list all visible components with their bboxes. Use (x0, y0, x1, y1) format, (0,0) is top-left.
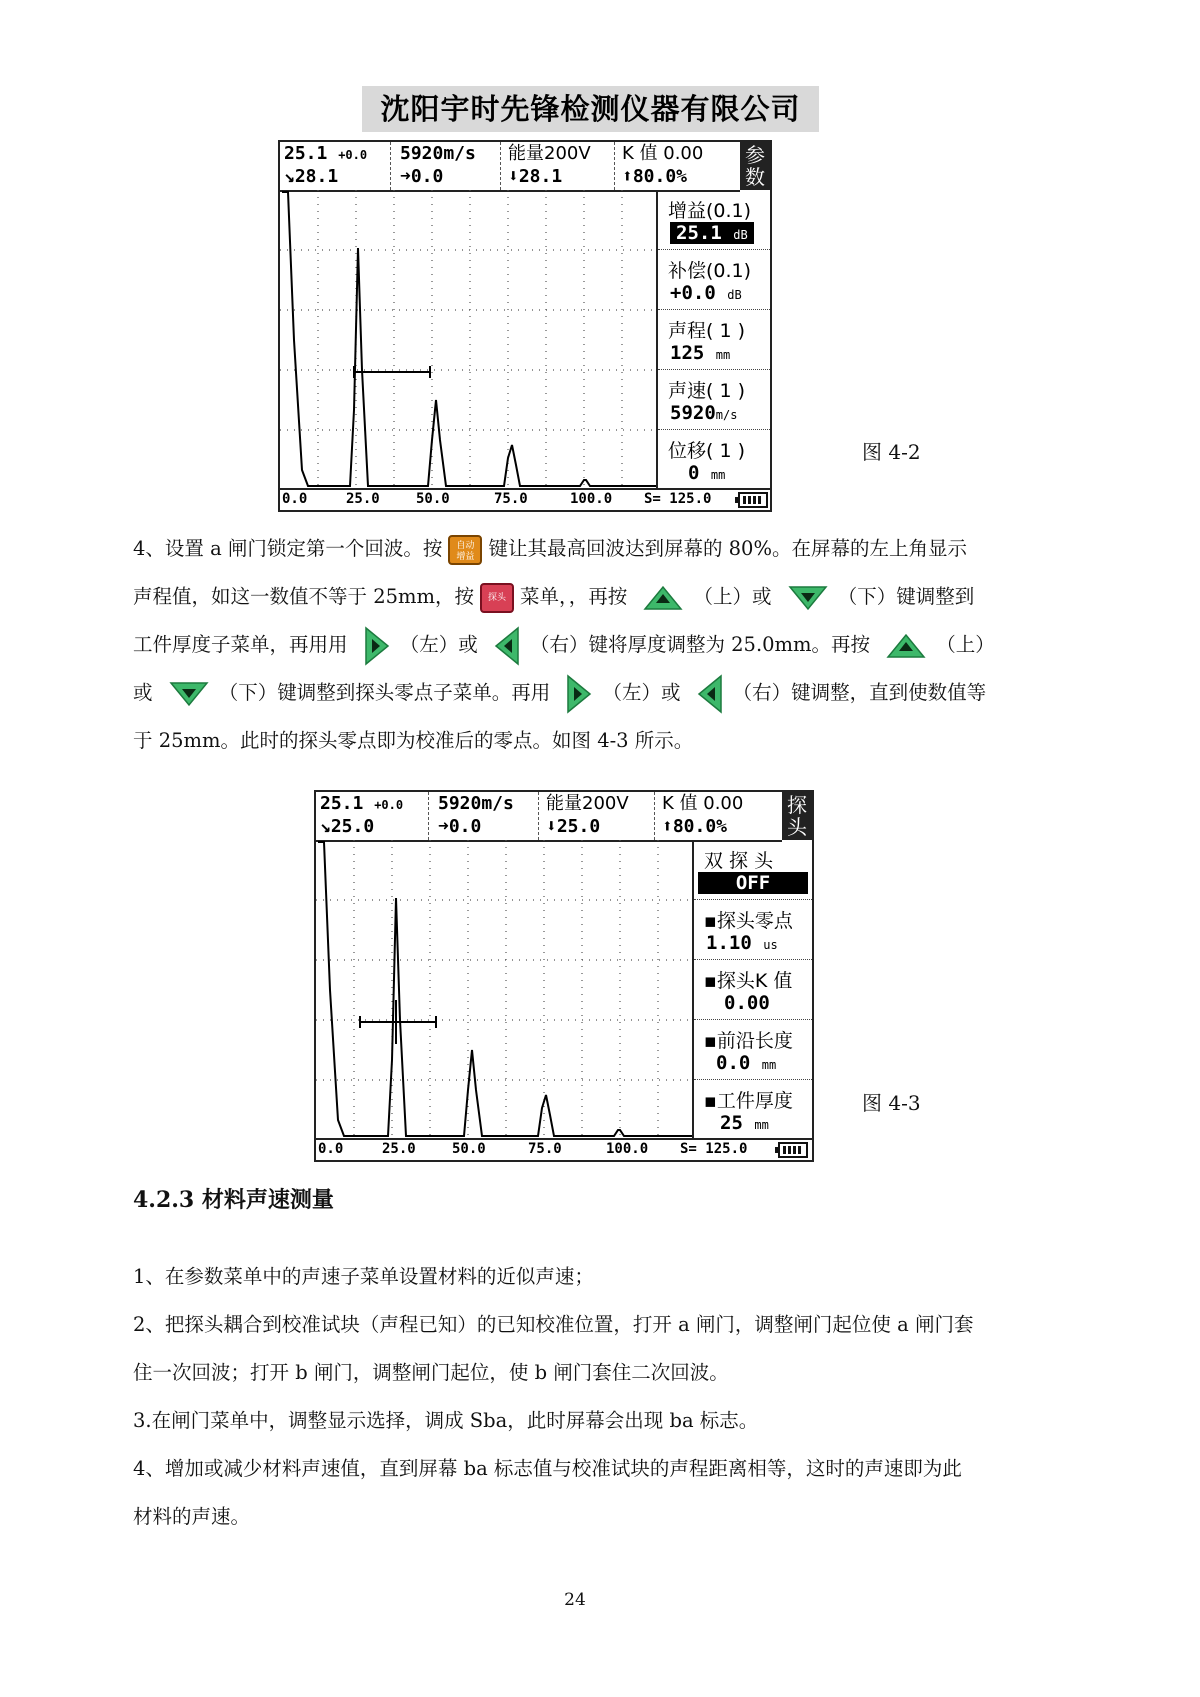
x-axis-bar: 0.0 25.0 50.0 75.0 100.0 S= 125.0 (280, 488, 770, 510)
probe-side-menu (692, 840, 812, 1138)
height-readout: ⬆80.0% (662, 816, 728, 837)
menu-item-offset[interactable]: 位移( 1 ) 0 mm (668, 440, 745, 484)
k-value-readout: K 值 0.00 (622, 143, 704, 164)
section-paragraph-3: 3.在闸门菜单中，调整显示选择，调成 Sba，此时屏幕会出现 ba 标志。 (133, 1409, 759, 1432)
status-header (316, 792, 782, 842)
menu-tab-probe[interactable]: 探头 (782, 792, 812, 840)
right-arrow-icon (564, 674, 594, 714)
gate-a (360, 1000, 436, 1044)
gate-b-readout: ➜0.0 (438, 816, 482, 837)
energy-readout: 能量200V (546, 793, 629, 814)
section-paragraph-1: 1、在参数菜单中的声速子菜单设置材料的近似声速； (133, 1265, 594, 1288)
figure-4-2-caption: 图 4-2 (862, 440, 921, 464)
battery-icon (738, 492, 768, 508)
a-scan-plot (280, 190, 656, 488)
gain-readout: 25.1 +0.0 (284, 143, 368, 164)
section-paragraph-2-line-2: 住一次回波；打开 b 闸门，调整闸门起位，使 b 闸门套住二次回波。 (133, 1361, 729, 1384)
auto-gain-key-icon: 自动 增益 (448, 535, 482, 565)
menu-item-velocity[interactable]: 声速( 1 ) 5920m/s (658, 370, 770, 430)
gate-a (354, 366, 430, 378)
x-axis-bar: 0.0 25.0 50.0 75.0 100.0 S= 125.0 (316, 1138, 812, 1160)
status-header (280, 142, 740, 192)
section-paragraph-2-line-1: 2、把探头耦合到校准试块（声程已知）的已知校准位置，打开 a 闸门，调整闸门起位使 a 闸门套 (133, 1313, 974, 1336)
depth-readout: ⬇25.0 (546, 816, 601, 837)
gain-readout: 25.1 +0.0 (320, 793, 404, 814)
menu-item-probe-zero[interactable]: ▪探头零点 1.10 us (694, 900, 812, 960)
a-scan-plot (316, 840, 692, 1138)
battery-icon (778, 1142, 808, 1158)
energy-readout: 能量200V (508, 143, 591, 164)
paragraph-4-line-3: 工件厚度子菜单，再用用 （左）或 （右）键将厚度调整为 25.0mm。再按 （上） (133, 621, 1038, 668)
gate-a-readout: ↘25.0 (320, 816, 375, 837)
probe-key-icon: 探头 (480, 583, 514, 613)
gate-b-readout: ➜0.0 (400, 166, 444, 187)
menu-item-range[interactable]: 声程( 1 ) 125 mm (658, 310, 770, 370)
section-heading: 4.2.3 材料声速测量 (133, 1187, 334, 1213)
paragraph-4-line-2: 声程值，如这一数值不等于 25mm，按 探头 菜单，，再按 （上）或 （下）键调整到 (133, 573, 1038, 620)
up-arrow-icon (641, 583, 685, 613)
figure-4-3-screen (314, 790, 814, 1162)
menu-item-compensation[interactable]: 补偿(0.1) +0.0 dB (658, 250, 770, 310)
company-header: 沈阳宇时先锋检测仪器有限公司 (362, 86, 819, 132)
menu-item-gain[interactable]: 增益(0.1) 25.1 dB (658, 190, 770, 250)
down-arrow-icon (786, 583, 830, 613)
section-paragraph-4-line-2: 材料的声速。 (133, 1505, 251, 1528)
height-readout: ⬆80.0% (622, 166, 688, 187)
menu-item-probe-k-value[interactable]: ▪探头K 值 0.00 (694, 960, 812, 1020)
figure-4-3-caption: 图 4-3 (862, 1091, 921, 1115)
section-paragraph-4-line-1: 4、增加或减少材料声速值，直到屏幕 ba 标志值与校准试块的声程距离相等，这时的声速即为此 (133, 1457, 962, 1480)
menu-item-dual-probe[interactable]: 双 探 头 OFF (694, 840, 812, 900)
paragraph-4-line-5: 于 25mm。此时的探头零点即为校准后的零点。如图 4-3 所示。 (133, 729, 694, 752)
up-arrow-icon (884, 631, 928, 661)
right-arrow-icon (362, 626, 392, 666)
paragraph-4-line-1: 4、设置 a 闸门锁定第一个回波。按 自动 增益 键让其最高回波达到屏幕的 80%。在屏幕的左上角显示 (133, 525, 1038, 572)
gate-a-readout: ↘28.1 (284, 166, 339, 187)
param-side-menu (656, 190, 770, 488)
page-number: 24 (564, 1590, 586, 1610)
menu-item-front-length[interactable]: ▪前沿长度 0.0 mm (694, 1020, 812, 1080)
menu-item-workpiece-thickness[interactable]: ▪工件厚度 25 mm (704, 1090, 793, 1134)
left-arrow-icon (695, 674, 725, 714)
figure-4-2-screen (278, 140, 772, 512)
menu-tab-params[interactable]: 参数 (740, 142, 770, 190)
down-arrow-icon (167, 679, 211, 709)
velocity-readout: 5920m/s (438, 793, 514, 814)
paragraph-4-line-4: 或 （下）键调整到探头零点子菜单。再用 （左）或 （右）键调整，直到使数值等 (133, 669, 1038, 716)
depth-readout: ⬇28.1 (508, 166, 563, 187)
left-arrow-icon (492, 626, 522, 666)
velocity-readout: 5920m/s (400, 143, 476, 164)
echo-waveform (318, 842, 692, 1136)
echo-waveform (282, 192, 656, 486)
k-value-readout: K 值 0.00 (662, 793, 744, 814)
